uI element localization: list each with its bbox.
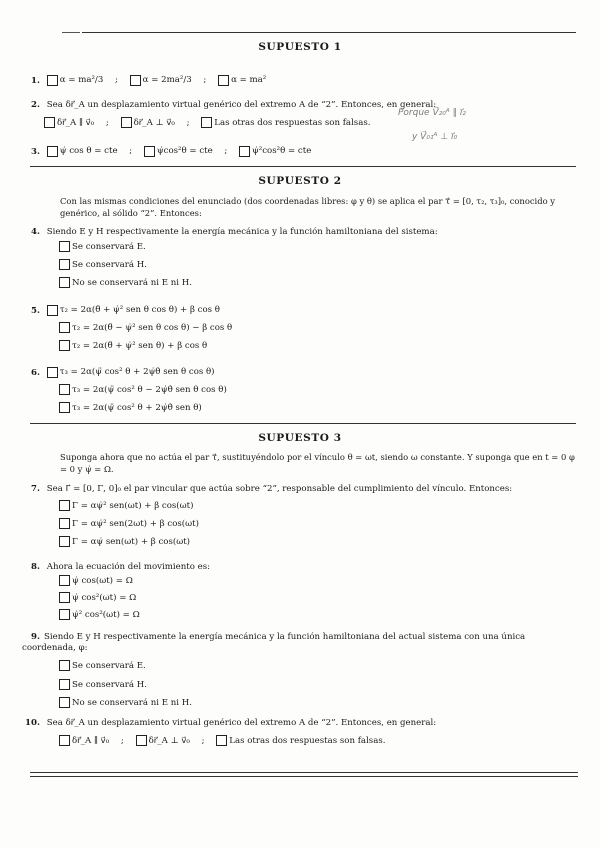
answer-checkbox[interactable] xyxy=(59,259,70,270)
question-number: 7. xyxy=(31,484,40,494)
question-8-option-2 xyxy=(59,592,136,603)
option-text: ψ̇ cos(ωt) = Ω xyxy=(72,575,133,586)
separator: ; xyxy=(105,117,109,128)
answer-checkbox[interactable] xyxy=(59,518,70,529)
question-6-option-2 xyxy=(59,384,227,395)
option-text: α = ma²/3 xyxy=(59,75,104,85)
question-number: 6. xyxy=(31,368,40,378)
answer-checkbox[interactable] xyxy=(59,340,70,351)
question-2-options xyxy=(44,117,370,128)
option-text: δr⃗_A ⊥ v⃗₀ xyxy=(133,117,175,128)
question-text: Sea δr⃗_A un desplazamiento virtual genérico del extremo A de “2”. Entonces, en general: xyxy=(46,718,437,728)
answer-checkbox[interactable] xyxy=(59,735,70,746)
option-text: Las otras dos respuestas son falsas. xyxy=(214,117,371,128)
question-6 xyxy=(22,367,215,379)
question-5-option-3 xyxy=(59,340,207,351)
option-text: τ₂ = 2α(θ̈ + ψ̇² sen θ) + β cos θ xyxy=(72,340,208,351)
handwritten-note-1: Porque V⃗₂₀ᴬ ∥ i⃗₂ xyxy=(398,108,467,118)
question-8-option-1 xyxy=(59,575,133,586)
option-text: Γ = αψ̇² sen(2ωt) + β cos(ωt) xyxy=(72,518,199,529)
option-text: Γ = αψ̇² sen(ωt) + β cos(ωt) xyxy=(72,500,194,511)
question-number: 3. xyxy=(31,147,40,157)
answer-checkbox[interactable] xyxy=(47,75,58,86)
section-divider xyxy=(30,423,576,424)
option-text: τ₃ = 2α(ψ̈ cos² θ + 2ψ̇θ̇ sen θ) xyxy=(72,402,202,413)
question-9-option-1 xyxy=(59,660,146,671)
answer-checkbox[interactable] xyxy=(59,384,70,395)
answer-checkbox[interactable] xyxy=(59,592,70,603)
handwritten-note-2: y V⃗₀₁ᴬ ⊥ i⃗₀ xyxy=(412,132,458,142)
answer-checkbox[interactable] xyxy=(47,146,58,157)
question-text: Siendo E y H respectivamente la energía mecánica y la función hamiltoniana del actual sistema con una única coordenada, φ: xyxy=(22,632,526,653)
question-text: Sea Γ⃗ = [0, Γ, 0]₀ el par vincular que actúa sobre “2”, responsable del cumplimiento del vínculo. Entonces: xyxy=(46,484,513,494)
separator: ; xyxy=(201,735,205,746)
answer-checkbox[interactable] xyxy=(136,735,147,746)
answer-checkbox[interactable] xyxy=(144,146,155,157)
option-text: τ₃ = 2α(ψ̈ cos² θ − 2ψ̇θ̇ sen θ cos θ) xyxy=(72,384,227,395)
section-title-supuesto-2: SUPUESTO 2 xyxy=(258,175,342,187)
question-number: 2. xyxy=(31,100,40,110)
separator: ; xyxy=(120,735,124,746)
option-text: Las otras dos respuestas son falsas. xyxy=(229,735,386,746)
option-text: α = 2ma²/3 xyxy=(142,75,192,85)
question-number: 5. xyxy=(31,306,40,316)
section-title-supuesto-3: SUPUESTO 3 xyxy=(258,432,342,444)
top-mark xyxy=(62,32,80,33)
answer-checkbox[interactable] xyxy=(59,609,70,620)
answer-checkbox[interactable] xyxy=(59,575,70,586)
answer-checkbox[interactable] xyxy=(47,367,58,378)
answer-checkbox[interactable] xyxy=(121,117,132,128)
question-4-option-2 xyxy=(59,259,147,270)
answer-checkbox[interactable] xyxy=(216,735,227,746)
option-text: Se conservará E. xyxy=(72,241,146,252)
option-text: No se conservará ni E ni H. xyxy=(72,277,192,288)
section-3-intro: Suponga ahora que no actúa el par τ⃗, sustituyéndolo por el vínculo θ = ωt, siendo ω constante. Y suponga que en t = 0 φ = 0 y ψ̇ = Ω. xyxy=(60,452,575,474)
separator: ; xyxy=(186,117,190,128)
question-7-option-1 xyxy=(59,500,193,511)
separator: ; xyxy=(203,75,207,85)
top-rule xyxy=(82,32,576,33)
section-divider xyxy=(30,166,576,167)
answer-checkbox[interactable] xyxy=(59,402,70,413)
option-text: δr⃗_A ∥ v⃗₀ xyxy=(72,735,110,746)
answer-checkbox[interactable] xyxy=(47,305,58,316)
option-text: Se conservará H. xyxy=(72,259,147,270)
question-8-option-3 xyxy=(59,609,140,620)
question-10-options xyxy=(59,735,385,746)
option-text: τ₃ = 2α(ψ̈ cos² θ + 2ψ̇θ̇ sen θ cos θ) xyxy=(59,367,215,377)
question-7-option-3 xyxy=(59,536,190,547)
option-text: No se conservará ni E ni H. xyxy=(72,697,192,708)
question-text: Sea δr⃗_A un desplazamiento virtual genérico del extremo A de “2”. Entonces, en general: xyxy=(46,100,437,110)
question-5 xyxy=(22,305,220,317)
question-number: 10. xyxy=(25,718,40,728)
question-4 xyxy=(22,227,438,238)
option-text: ψ̇ cos θ = cte xyxy=(59,146,118,156)
question-number: 9. xyxy=(31,632,40,642)
option-text: δr⃗_A ∥ v⃗₀ xyxy=(57,117,95,128)
answer-checkbox[interactable] xyxy=(130,75,141,86)
question-9 xyxy=(22,632,578,654)
question-10 xyxy=(22,718,436,729)
option-text: ψ̇cos²θ = cte xyxy=(156,146,213,156)
question-7 xyxy=(22,484,512,495)
answer-checkbox[interactable] xyxy=(44,117,55,128)
answer-checkbox[interactable] xyxy=(59,277,70,288)
option-text: ψ̇²cos²θ = cte xyxy=(252,146,312,156)
question-8 xyxy=(22,562,210,573)
bottom-rule-double xyxy=(30,776,578,777)
answer-checkbox[interactable] xyxy=(59,241,70,252)
question-text: Ahora la ecuación del movimiento es: xyxy=(46,562,211,572)
option-text: ψ̇ cos²(ωt) = Ω xyxy=(72,592,137,603)
option-text: τ₂ = 2α(θ̈ − ψ̇² sen θ cos θ) − β cos θ xyxy=(72,322,233,333)
question-5-option-2 xyxy=(59,322,232,333)
answer-checkbox[interactable] xyxy=(59,500,70,511)
separator: ; xyxy=(129,146,133,156)
option-text: δr⃗_A ⊥ v⃗₀ xyxy=(148,735,190,746)
answer-checkbox[interactable] xyxy=(59,679,70,690)
question-9-option-2 xyxy=(59,679,147,690)
answer-checkbox[interactable] xyxy=(59,322,70,333)
option-text: τ₂ = 2α(θ̈ + ψ̇² sen θ cos θ) + β cos θ xyxy=(59,305,220,315)
question-number: 1. xyxy=(31,76,40,86)
question-4-option-1 xyxy=(59,241,146,252)
question-7-option-2 xyxy=(59,518,199,529)
answer-checkbox[interactable] xyxy=(59,697,70,708)
question-1 xyxy=(22,75,266,87)
option-text: Se conservará E. xyxy=(72,660,146,671)
question-9-option-3 xyxy=(59,697,192,708)
option-text: α = ma² xyxy=(231,75,267,85)
answer-checkbox[interactable] xyxy=(201,117,212,128)
answer-checkbox[interactable] xyxy=(218,75,229,86)
answer-checkbox[interactable] xyxy=(59,660,70,671)
question-2 xyxy=(22,100,436,111)
separator: ; xyxy=(115,75,118,85)
separator: ; xyxy=(224,146,228,156)
question-number: 4. xyxy=(31,227,40,237)
option-text: Γ = αψ̇ sen(ωt) + β cos(ωt) xyxy=(72,536,191,547)
question-6-option-3 xyxy=(59,402,202,413)
answer-checkbox[interactable] xyxy=(59,536,70,547)
question-number: 8. xyxy=(31,562,40,572)
answer-checkbox[interactable] xyxy=(239,146,250,157)
section-2-intro: Con las mismas condiciones del enunciado (dos coordenadas libres: φ y θ) se aplica el par τ⃗ = [0, τ₂, τ₃]₀, conocido y genérico, al sólido “2”. Entonces: xyxy=(60,196,556,218)
question-3 xyxy=(22,146,311,158)
option-text: Se conservará H. xyxy=(72,679,147,690)
question-4-option-3 xyxy=(59,277,192,288)
bottom-rule xyxy=(30,772,578,773)
option-text: ψ̇² cos²(ωt) = Ω xyxy=(72,609,140,620)
question-text: Siendo E y H respectivamente la energía mecánica y la función hamiltoniana del sistema: xyxy=(46,227,438,237)
section-title-supuesto-1: SUPUESTO 1 xyxy=(258,41,342,53)
